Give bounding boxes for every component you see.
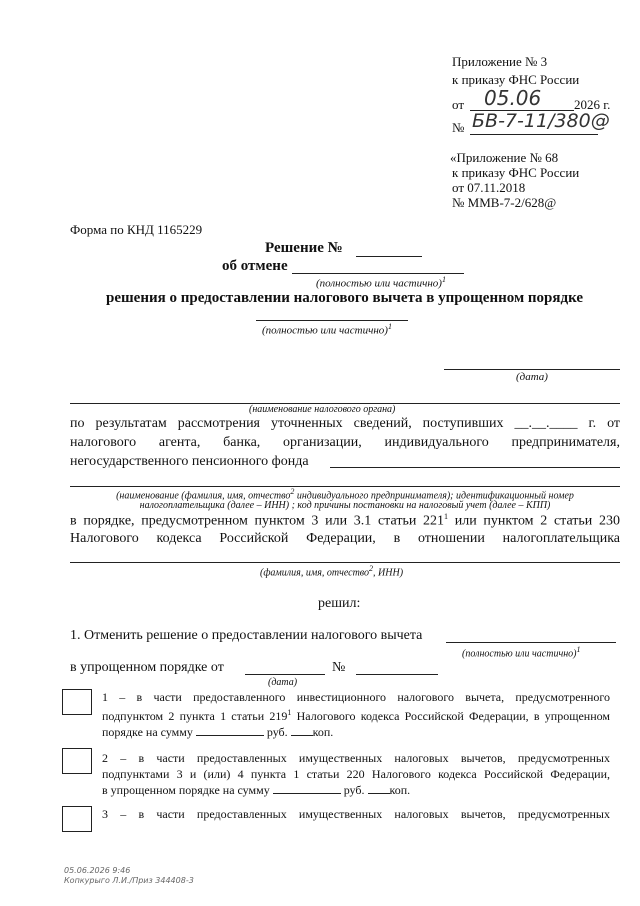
date-line — [444, 369, 620, 370]
body-line-5: Налогового кодекса Российской Федерации, в отношении налогоплательщика — [70, 531, 620, 546]
note-taxpayer: (фамилия, имя, отчество$^2$, ИНН) — [260, 564, 404, 579]
date-prefix: от — [452, 97, 465, 112]
title-cancel: об отмене — [222, 258, 288, 274]
body-line-4: в порядке, предусмотренном пунктом 3 или 3.1 статьи $221^1$ или пунктом 2 статьи 230 — [70, 512, 620, 529]
date-year: 2026 г. — [574, 97, 611, 112]
quote-order: к приказу ФНС России — [452, 165, 580, 180]
quote-appendix: «Приложение № 68 — [450, 150, 559, 165]
deduction-type-line — [256, 320, 408, 321]
item-1-number-line — [356, 674, 438, 675]
option-1-line-2: подпунктом 2 пункта 1 статьи $219^1$ Налогового кодекса Российской Федерации, в упрощенном — [102, 708, 610, 723]
body-line-3: негосударственного пенсионного фонда — [70, 454, 309, 469]
appendix-order: к приказу ФНС России — [452, 72, 580, 87]
body-line-1b: __.__.____ г. от — [514, 416, 621, 431]
item-1-text: 1. Отменить решение о предоставлении налогового вычета — [70, 628, 423, 643]
option-3-checkbox[interactable] — [62, 806, 92, 832]
note-tax-authority: (наименование налогового органа) — [249, 404, 396, 415]
item-1-number-sign: № — [332, 660, 346, 675]
option-2-checkbox[interactable] — [62, 748, 92, 774]
title-main: решения о предоставлении налогового вычета в упрощенном порядке — [106, 290, 584, 306]
handwritten-number: БВ-7-11/380@ — [472, 110, 610, 132]
body-line-1a: по результатам рассмотрения уточненных сведений, поступивших — [70, 416, 504, 431]
quote-date: от 07.11.2018 — [452, 180, 526, 195]
body-line-1 — [70, 416, 620, 432]
body-line-2: налогового агента, банка, организации, индивидуального предпринимателя, — [70, 435, 620, 450]
quote-number: № ММВ-7-2/628@ — [452, 195, 557, 210]
number-underline — [470, 134, 598, 135]
option-1-line-3: порядке на сумму руб. коп. — [102, 725, 334, 739]
title-decision: Решение № — [265, 240, 343, 256]
taxpayer-line — [70, 562, 620, 563]
option-1-text — [102, 689, 610, 740]
option-2-text — [102, 750, 610, 798]
option-3-line-1: 3 – в части предоставленных имущественных налоговых вычетов, предусмотренных — [102, 807, 610, 821]
item-1-type-line — [446, 642, 616, 643]
footer-doc-ref: Копкурыго Л.И./Приз 344408-3 — [64, 876, 194, 885]
cancel-type-line — [292, 273, 464, 274]
option-2-line-3: в упрощенном порядке на сумму руб. коп. — [102, 783, 411, 797]
note-date-2: (дата) — [268, 677, 298, 688]
item-1-order: в упрощенном порядке от — [70, 660, 224, 675]
footer-timestamp: 05.06.2026 9:46 — [64, 866, 131, 875]
note-full-partial: (полностью или частично)$^1$ — [316, 275, 446, 290]
note-agent-1: (наименование (фамилия, имя, отчество$^2$ индивидуального предпринимателя); идентификационный номер — [116, 487, 574, 502]
item-1-date-line — [245, 674, 325, 675]
number-prefix: № — [452, 120, 465, 135]
note-full-partial-2: (полностью или частично)$^1$ — [262, 322, 392, 337]
handwritten-date: 05.06 — [484, 86, 542, 110]
option-3-text — [102, 806, 610, 822]
note-agent-2: налогоплательщика (далее – ИНН) ; код причины постановки на налоговый учет (далее – КПП) — [139, 500, 551, 511]
decision-number-line — [356, 256, 422, 257]
note-date: (дата) — [516, 371, 548, 383]
form-knd-code: Форма по КНД 1165229 — [70, 222, 203, 237]
option-2-line-1: 2 – в части предоставленных имущественных налоговых вычетов, предусмотренных — [102, 751, 610, 765]
option-1-line-1: 1 – в части предоставленного инвестиционного налогового вычета, предусмотренного — [102, 690, 610, 704]
appendix-number: Приложение № 3 — [452, 54, 548, 69]
option-1-checkbox[interactable] — [62, 689, 92, 715]
decided-label: решил: — [318, 596, 361, 611]
option-2-line-2: подпунктами 3 и (или) 4 пункта 1 статьи 220 Налогового кодекса Российской Федерации, — [102, 767, 610, 781]
fund-name-line — [330, 467, 620, 468]
note-full-partial-3: (полностью или частично)$^1$ — [462, 645, 581, 660]
